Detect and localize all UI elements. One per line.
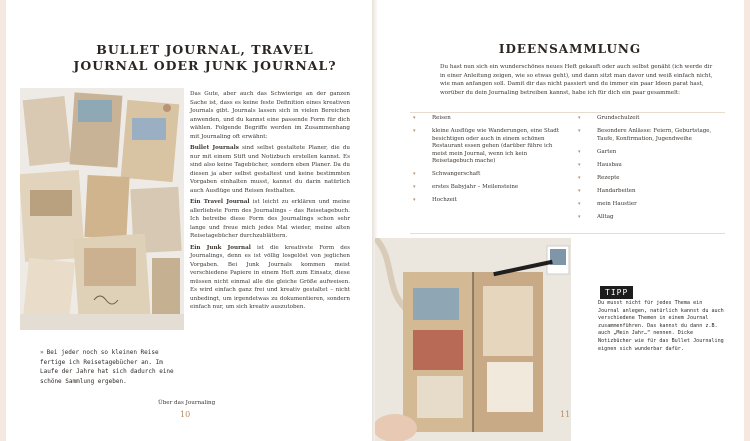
term-travel-journal: Ein Travel Journal xyxy=(190,199,250,205)
junk-journal-text: ist die kreativste Form des Journalings, denn es ist völlig losgelöst von jeglichen Vorgaben. Bei Junk Journals kommen meist verschiedene Papiere in einem Heft zum Einsatz, diese müssen nicht einmal alle die gleiche Größe aufweisen. Es wird einfach ganz frei und kreativ gestaltet – nicht unbedingt, um irgendetwas zu dokumentieren, sondern einfach nur, um sich kreativ auszutoben. xyxy=(190,244,351,310)
page-number-left: 10 xyxy=(180,410,191,419)
list-item: ▾ Hausbau xyxy=(575,162,725,170)
term-bullet-journal: Bullet Journals xyxy=(190,145,239,151)
right-page-heading: IDEENSAMMLUNG xyxy=(498,42,642,56)
list-item: ▾ mein Haustier xyxy=(575,201,725,209)
list-item: ▾ Rezepte xyxy=(575,175,725,183)
list-item: ▾ Besondere Anlässe: Feiern, Geburtstage, Taufe, Konfirmation, Jugendweihe xyxy=(575,128,725,143)
list-item: ▾ erstes Babyjahr – Meilensteine xyxy=(410,184,565,192)
list-item: ▾ Hochzeit xyxy=(410,197,565,205)
list-item: ▾ Reisen xyxy=(410,115,565,123)
caption-arrow-icon: » xyxy=(40,349,44,356)
tip-text: Du musst nicht für jedes Thema ein Journal anlegen, natürlich kannst du auch verschiedene Themen in einem Journal zusammenführen. Das kannst du dann z.B. auch „Mein Jahr…“ nennen. Dicke Notizbücher wie für das Bullet Journaling eignen sich wunderbar dafür. xyxy=(598,300,724,352)
list-top-rule xyxy=(410,112,725,113)
travel-journal-text: ist leicht zu erklären und meine allerliebste Form des Journalings – das Reisetagebuch. Ich betreibe diese Form des Journalings schon sehr lange und freue mich jedes Mal wieder, meine alten Reisetagebücher durchzublättern. xyxy=(190,199,350,239)
list-item: ▾ Alltag xyxy=(575,214,725,222)
ideas-list-left xyxy=(410,115,565,210)
ideas-intro-text: Du hast nun sich ein wunderschönes neues Heft gekauft oder auch selbst genäht (ich werde dir in einer Anleitung zeigen, wie so etwas geht), und dann sitzt man davor und weiß einfach nicht, wie man anfangen soll. Damit dir das nicht passiert und du immer ein paar Ideen parat hast, worüber du dein Journaling betreiben kannst, habe ich für dich ein paar gesammelt: xyxy=(440,64,713,96)
term-junk-journal: Ein Junk Journal xyxy=(190,244,251,251)
running-footer: Über das Journaling xyxy=(158,400,216,406)
caption-text: Bei jeder noch so kleinen Reise fertige ich Reisetagebücher an. Im Laufe der Jahre hat sich dadurch eine schöne Sammlung ergeben. xyxy=(40,349,174,385)
left-page-heading xyxy=(70,42,340,74)
open-journal-photo xyxy=(375,238,571,441)
bullet-journal-text: sind selbst gestaltete Planer, die du nur mit einem Stift und Notizbuch erstellen kannst. Es sind also keine Tagebücher, sondern eben Planer. Da du diesen ja aber selbst gestaltest und keine bestimmten Vorgaben einhalten musst, kannst du darin natürlich auch Ausflüge und Reisen festhalten. xyxy=(190,145,350,194)
heading-line-1: BULLET JOURNAL, TRAVEL xyxy=(96,42,314,57)
journals-photo xyxy=(20,88,184,330)
junk-journal-paragraph xyxy=(190,244,350,312)
list-item: ▾ Schwangerschaft xyxy=(410,171,565,179)
heading-line-2: JOURNAL ODER JUNK JOURNAL? xyxy=(73,58,337,73)
ideas-list-right xyxy=(575,115,725,227)
travel-journal-paragraph xyxy=(190,198,350,241)
left-edge-strip xyxy=(0,0,6,441)
list-item: ▾ Garten xyxy=(575,149,725,157)
intro-paragraph: Das Gute, aber auch das Schwierige an der ganzen Sache ist, dass es keine feste Definition eines kreativen Journals gibt. Journals lassen sich in vielen Bereichen anwenden, und du kannst eine passende Form für dich wählen. Folgende Begriffe werden im Zusammenhang mit Journaling oft erwähnt: xyxy=(190,91,350,140)
tip-label: TIPP xyxy=(600,286,633,299)
bullet-journal-paragraph xyxy=(190,144,350,195)
right-edge-strip xyxy=(744,0,750,441)
page-number-right: 11 xyxy=(560,410,571,419)
list-item: ▾ Handarbeiten xyxy=(575,188,725,196)
list-item: ▾ Grundschulzeit xyxy=(575,115,725,123)
left-body-text xyxy=(190,90,350,315)
photo-caption xyxy=(40,348,180,386)
list-item: ▾ kleine Ausflüge wie Wanderungen, eine Stadt besichtigen oder auch in einem schönen Restaurant essen gehen (darüber führe ich meist mein Journal, wenn ich kein Reisetagebuch mache) xyxy=(410,128,565,166)
list-bottom-rule xyxy=(410,233,725,234)
